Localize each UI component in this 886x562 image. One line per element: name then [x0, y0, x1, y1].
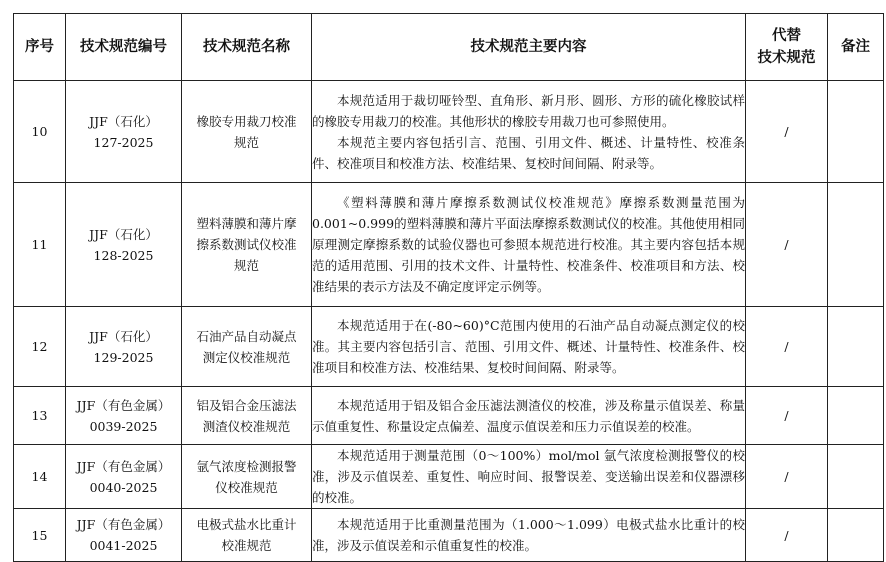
spec-code-line: JJF（有色金属） — [76, 458, 171, 474]
spec-code — [66, 445, 182, 509]
table-header — [14, 14, 884, 81]
spec-code-line: JJF（石化） — [89, 328, 158, 344]
spec-content — [312, 387, 746, 445]
note-cell — [828, 307, 884, 387]
header-replace — [746, 14, 828, 81]
row-number: 10 — [14, 81, 66, 183]
spec-name-line: 铝及铝合金压滤法 — [196, 397, 297, 413]
row-number: 13 — [14, 387, 66, 445]
content-paragraph: 本规范适用于在(-80~60)°C范围内使用的石油产品自动凝点测定仪的校准。其主要内容包括引言、范围、引用文件、概述、计量特性、校准条件、校准项目和校准方法、校准结果、复校时间间隔、附录等。 — [312, 318, 745, 375]
table-row — [14, 183, 884, 307]
content-paragraph: 本规范适用于测量范围（0～100%）mol/mol 氩气浓度检测报警仪的校准，涉及示值误差、重复性、响应时间、报警误差、变送输出误差和仪器漂移的校准。 — [312, 448, 745, 505]
content-paragraph: 本规范适用于比重测量范围为（1.000～1.099）电极式盐水比重计的校准，涉及示值误差和示值重复性的校准。 — [312, 517, 745, 553]
spec-name — [182, 509, 312, 562]
header-note: 备注 — [828, 14, 884, 81]
header-replace-line2: 技术规范 — [757, 50, 816, 66]
spec-code-line: JJF（石化） — [89, 226, 158, 242]
spec-table — [13, 13, 884, 562]
header-no: 序号 — [14, 14, 66, 81]
spec-content — [312, 183, 746, 307]
spec-name-line: 石油产品自动凝点 — [196, 328, 297, 344]
row-number: 12 — [14, 307, 66, 387]
spec-content — [312, 81, 746, 183]
spec-code — [66, 183, 182, 307]
note-cell — [828, 183, 884, 307]
spec-content — [312, 509, 746, 562]
spec-content — [312, 307, 746, 387]
content-paragraph: 《塑料薄膜和薄片摩擦系数测试仪校准规范》摩擦系数测量范围为0.001~0.999的塑料薄膜和薄片平面法摩擦系数测试仪的校准。其他使用相同原理测定摩擦系数的试验仪器也可参照本规范进行校准。其主要内容包括本规范的适用范围、引用的技术文件、计量特性、校准条件、校准项目和方法、校准结果的表示方法及不确定度评定示例等。 — [312, 195, 745, 294]
spec-name-line: 校准规范 — [221, 538, 272, 553]
spec-code-line: 0040-2025 — [89, 479, 158, 495]
content-paragraph: 本规范主要内容包括引言、范围、引用文件、概述、计量特性、校准条件、校准项目和校准方法、校准结果、复校时间间隔、附录等。 — [312, 134, 745, 171]
table-row — [14, 445, 884, 509]
spec-code — [66, 387, 182, 445]
spec-name-line: 橡胶专用裁刀校准 — [196, 113, 297, 129]
spec-name-line: 电极式盐水比重计 — [196, 517, 297, 532]
spec-name-line: 仪校准规范 — [215, 479, 278, 495]
header-name: 技术规范名称 — [182, 14, 312, 81]
row-number: 14 — [14, 445, 66, 509]
spec-code — [66, 81, 182, 183]
table-row — [14, 509, 884, 562]
content-paragraph: 本规范适用于铝及铝合金压滤法测渣仪的校准，涉及称量示值误差、称量示值重复性、称量设定点偏差、温度示值误差和压力示值误差的校准。 — [312, 397, 745, 434]
spec-code-line: 129-2025 — [93, 349, 154, 365]
note-cell — [828, 509, 884, 562]
spec-name — [182, 81, 312, 183]
spec-code-line: JJF（石化） — [89, 113, 158, 129]
spec-name-line: 擦系数测试仪校准 — [196, 237, 297, 252]
table-row — [14, 307, 884, 387]
spec-code — [66, 307, 182, 387]
note-cell — [828, 81, 884, 183]
replaced-spec: / — [746, 307, 828, 387]
spec-code-line: 127-2025 — [93, 134, 154, 150]
spec-code-line: 0041-2025 — [89, 538, 158, 553]
replaced-spec: / — [746, 509, 828, 562]
spec-name-line: 规范 — [233, 258, 259, 273]
spec-code — [66, 509, 182, 562]
spec-code-line: JJF（有色金属） — [76, 397, 171, 413]
header-replace-line1: 代替 — [772, 28, 801, 44]
content-paragraph: 本规范适用于裁切哑铃型、直角形、新月形、圆形、方形的硫化橡胶试样的橡胶专用裁刀的校准。其他形状的橡胶专用裁刀也可参照使用。 — [312, 92, 745, 129]
spec-code-line: 128-2025 — [93, 247, 154, 263]
row-number: 11 — [14, 183, 66, 307]
note-cell — [828, 445, 884, 509]
spec-name-line: 塑料薄膜和薄片摩 — [196, 216, 297, 231]
spec-content — [312, 445, 746, 509]
spec-name-line: 测定仪校准规范 — [202, 349, 291, 365]
header-content: 技术规范主要内容 — [312, 14, 746, 81]
spec-name-line: 规范 — [233, 134, 259, 150]
header-row — [14, 14, 884, 81]
replaced-spec: / — [746, 387, 828, 445]
replaced-spec: / — [746, 445, 828, 509]
spec-code-line: JJF（有色金属） — [76, 517, 171, 532]
table-row — [14, 81, 884, 183]
spec-name — [182, 307, 312, 387]
spec-name — [182, 183, 312, 307]
header-code: 技术规范编号 — [66, 14, 182, 81]
spec-name — [182, 387, 312, 445]
table-row — [14, 387, 884, 445]
table-body — [14, 81, 884, 562]
spec-code-line: 0039-2025 — [89, 418, 158, 434]
spec-name-line: 测渣仪校准规范 — [202, 418, 291, 434]
spec-name-line: 氩气浓度检测报警 — [196, 458, 297, 474]
note-cell — [828, 387, 884, 445]
spec-name — [182, 445, 312, 509]
replaced-spec: / — [746, 183, 828, 307]
replaced-spec: / — [746, 81, 828, 183]
row-number: 15 — [14, 509, 66, 562]
